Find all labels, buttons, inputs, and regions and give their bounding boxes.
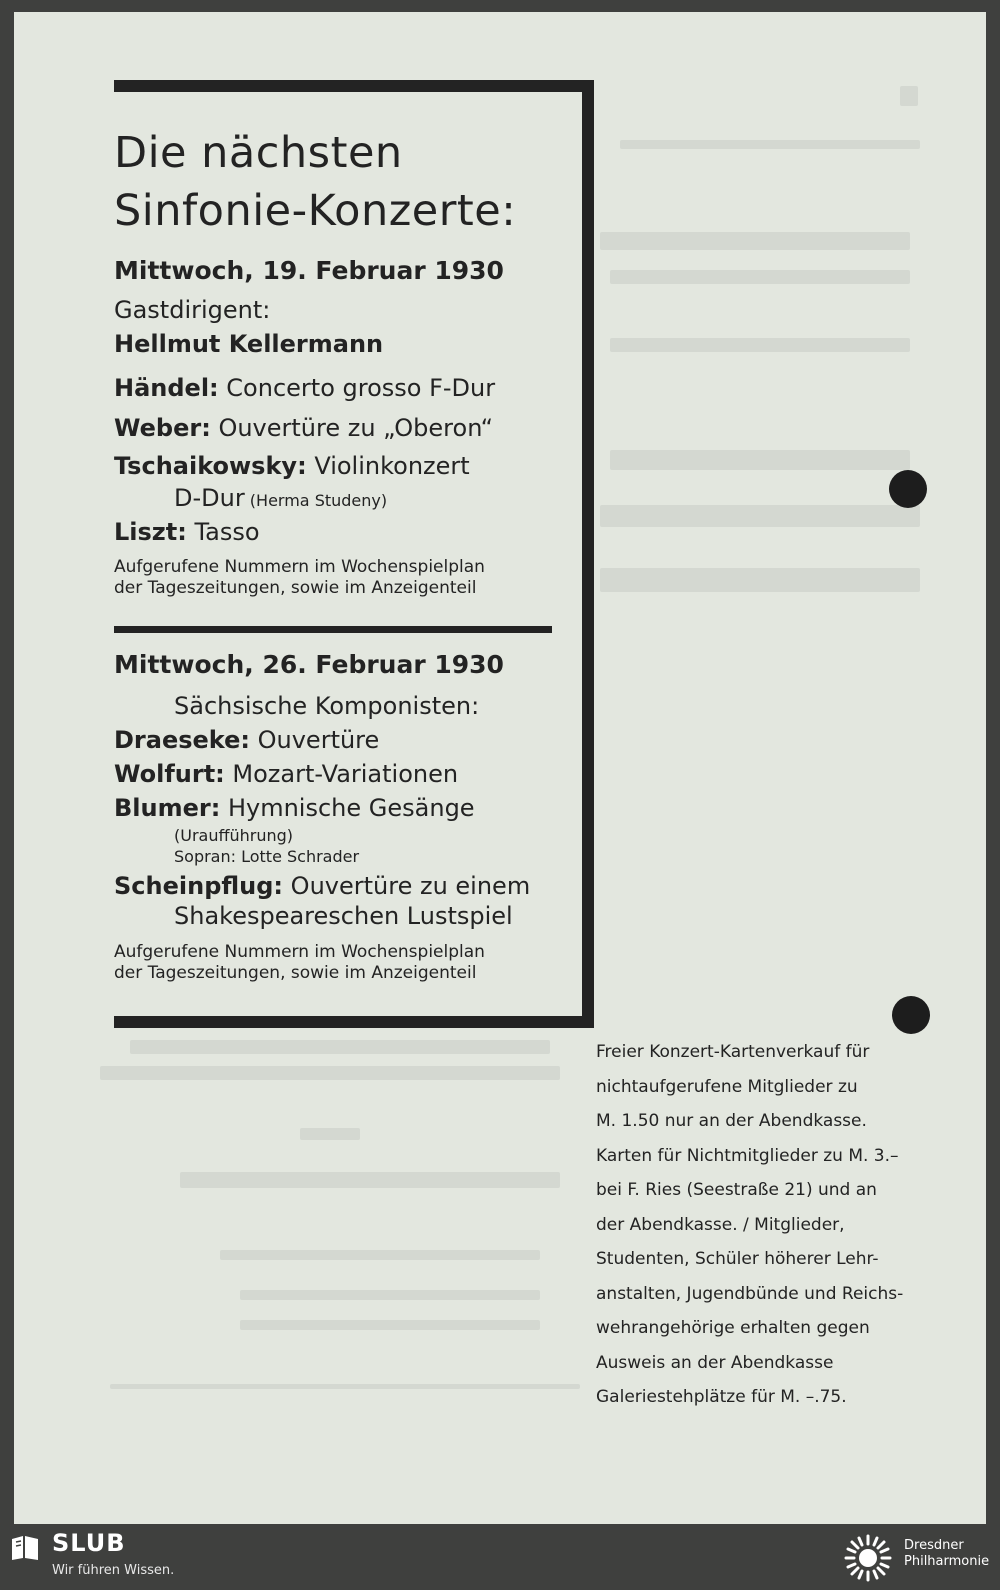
program-entry (114, 794, 475, 822)
composer-name: Tschaikowsky: (114, 452, 307, 480)
program-entry (114, 374, 495, 402)
show-through-mark (600, 505, 920, 527)
work-title: Violinkonzert (314, 452, 470, 480)
show-through-mark (610, 450, 910, 470)
show-through-mark (900, 86, 918, 106)
soloist: (Herma Studeny) (249, 491, 388, 510)
show-through-mark (100, 1066, 560, 1080)
concert2-notice-line1: Aufgerufene Nummern im Wochenspielplan (114, 942, 485, 962)
composer-name: Wolfurt: (114, 760, 225, 788)
show-through-mark (240, 1290, 540, 1300)
ticket-note-line: Karten für Nichtmitglieder zu M. 3.– (596, 1145, 899, 1166)
concert1-notice-line2: der Tageszeitungen, sowie im Anzeigenteil (114, 578, 477, 598)
show-through-mark (180, 1172, 560, 1188)
punch-hole (892, 996, 930, 1034)
composer-name: Liszt: (114, 518, 187, 546)
punch-hole (889, 470, 927, 508)
frame-bottom-rule (114, 1016, 594, 1028)
concert1-date: Mittwoch, 19. Februar 1930 (114, 256, 504, 285)
frame-top-rule (114, 80, 594, 92)
conductor-name: Hellmut Kellermann (114, 330, 384, 358)
show-through-mark (610, 270, 910, 284)
program-entry (114, 726, 379, 754)
ticket-note-line: nichtaufgerufene Mitglieder zu (596, 1076, 858, 1097)
work-title: Ouvertüre zu einem (290, 872, 531, 900)
work-continuation (174, 484, 387, 512)
show-through-mark (220, 1250, 540, 1260)
program-entry (114, 414, 493, 442)
concert2-date: Mittwoch, 26. Februar 1930 (114, 650, 504, 679)
composer-name: Scheinpflug: (114, 872, 284, 900)
program-entry (114, 518, 260, 546)
work-title: Mozart-Variationen (232, 760, 459, 788)
concert2-theme: Sächsische Komponisten: (174, 692, 480, 720)
work-title: Ouvertüre (257, 726, 380, 754)
show-through-mark (600, 232, 910, 250)
program-entry (114, 872, 530, 900)
work-title: Ouvertüre zu „Oberon“ (218, 414, 494, 442)
ticket-note-line: Studenten, Schüler höherer Lehr- (596, 1249, 879, 1269)
ticket-note-line: wehrangehörige erhalten gegen (596, 1318, 870, 1338)
show-through-mark (600, 568, 920, 592)
show-through-mark (300, 1128, 360, 1140)
concert1-notice-line1: Aufgerufene Nummern im Wochenspielplan (114, 557, 485, 577)
program-entry (114, 760, 458, 788)
library-logo-text: SLUB (52, 1529, 126, 1557)
work-key: D-Dur (174, 484, 245, 512)
program-title-line1: Die nächsten (114, 128, 403, 178)
show-through-mark (240, 1320, 540, 1330)
ticket-note-line: anstalten, Jugendbünde und Reichs- (596, 1283, 904, 1304)
premiere-note: (Uraufführung) (174, 826, 294, 845)
ticket-note-line: Ausweis an der Abendkasse (596, 1352, 834, 1373)
frame-right-rule (582, 80, 594, 1028)
composer-name: Händel: (114, 374, 219, 402)
concert-divider (114, 626, 552, 633)
composer-name: Draeseke: (114, 726, 250, 754)
composer-name: Weber: (114, 414, 211, 442)
show-through-mark (610, 338, 910, 352)
work-title: Tasso (194, 518, 260, 546)
work-title: Hymnische Gesänge (227, 794, 475, 822)
orchestra-logo-icon (842, 1532, 894, 1584)
orchestra-name (904, 1538, 989, 1570)
library-tagline: Wir führen Wissen. (52, 1563, 175, 1578)
soprano-note: Sopran: Lotte Schrader (174, 847, 360, 866)
work-title: Concerto grosso F-Dur (226, 374, 496, 402)
orchestra-name-line2: Philharmonie (904, 1554, 990, 1569)
book-icon (10, 1532, 40, 1562)
ticket-note-line: bei F. Ries (Seestraße 21) und an (596, 1180, 877, 1200)
program-entry (114, 452, 470, 480)
composer-name: Blumer: (114, 794, 221, 822)
show-through-mark (110, 1384, 580, 1389)
ticket-note-line: Freier Konzert-Kartenverkauf für (596, 1042, 870, 1062)
concert2-notice-line2: der Tageszeitungen, sowie im Anzeigenteil (114, 963, 477, 983)
orchestra-name-line1: Dresdner (904, 1538, 964, 1553)
ticket-note-line: der Abendkasse. / Mitglieder, (596, 1214, 845, 1235)
work-continuation: Shakespeareschen Lustspiel (174, 902, 513, 930)
show-through-mark (130, 1040, 550, 1054)
ticket-sales-note (596, 1035, 926, 1415)
program-title-line2: Sinfonie-Konzerte: (114, 186, 517, 236)
ticket-note-line: M. 1.50 nur an der Abendkasse. (596, 1111, 867, 1131)
show-through-mark (620, 140, 920, 149)
guest-conductor-label: Gastdirigent: (114, 296, 271, 324)
ticket-note-line: Galeriestehplätze für M. –.75. (596, 1387, 847, 1407)
